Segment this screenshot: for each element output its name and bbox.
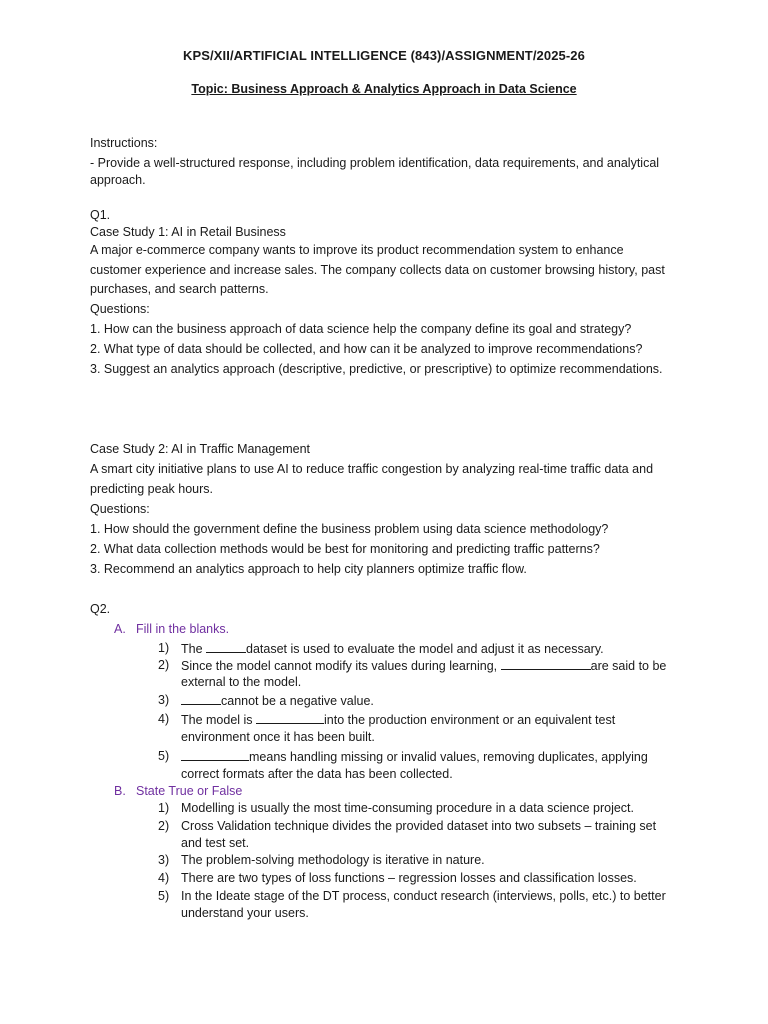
blank-line[interactable] <box>256 711 324 724</box>
fib-item-4-cont: environment once it has been built. <box>181 730 375 744</box>
fib-item-1: The dataset is used to evaluate the model and adjust it as necessary. <box>181 642 604 656</box>
tf-item-5-cont: understand your users. <box>181 906 309 920</box>
fib-item-2-cont: external to the model. <box>181 675 302 689</box>
case1-desc-2: customer experience and increase sales. The company collects data on customer browsing history, past <box>90 263 665 277</box>
document-title: KPS/XII/ARTIFICIAL INTELLIGENCE (843)/ASSIGNMENT/2025-26 <box>183 48 585 63</box>
fib-item-4: The model is into the production environment or an equivalent test <box>181 713 616 727</box>
tf-item-4-number: 4) <box>158 871 170 885</box>
part-a-marker: A. <box>114 622 126 636</box>
fib-item-3: cannot be a negative value. <box>181 692 374 709</box>
case2-title: Case Study 2: AI in Traffic Management <box>90 442 311 456</box>
fib-item-4-number: 4) <box>158 712 170 726</box>
case1-desc-3: purchases, and search patterns. <box>90 282 269 296</box>
tf-item-5-number: 5) <box>158 889 170 903</box>
case2-question-3: 3. Recommend an analytics approach to help city planners optimize traffic flow. <box>90 562 527 576</box>
instructions-line-1: - Provide a well-structured response, including problem identification, data requirements, and analytical <box>90 156 660 170</box>
instructions-line-2: approach. <box>90 173 146 187</box>
fib-item-5-number: 5) <box>158 749 170 763</box>
fib-item-5-cont: correct formats after the data has been collected. <box>181 767 453 781</box>
case1-title: Case Study 1: AI in Retail Business <box>90 225 286 239</box>
case1-question-3: 3. Suggest an analytics approach (descriptive, predictive, or prescriptive) to optimize recommendations. <box>90 362 663 376</box>
tf-item-2-cont: and test set. <box>181 836 250 850</box>
tf-item-3-number: 3) <box>158 853 170 867</box>
fib-item-5: means handling missing or invalid values, removing duplicates, applying <box>181 748 648 765</box>
case1-question-2: 2. What type of data should be collected, and how can it be analyzed to improve recommendations? <box>90 342 643 356</box>
fib-item-1-number: 1) <box>158 641 170 655</box>
case2-question-1: 1. How should the government define the business problem using data science methodology? <box>90 522 609 536</box>
part-b-title: State True or False <box>136 784 243 798</box>
tf-item-4: There are two types of loss functions – regression losses and classification losses. <box>181 871 637 885</box>
fib-item-3-number: 3) <box>158 693 170 707</box>
tf-item-2-number: 2) <box>158 819 170 833</box>
blank-line[interactable] <box>181 748 249 761</box>
case1-desc-1: A major e-commerce company wants to improve its product recommendation system to enhance <box>90 243 624 257</box>
case2-desc-2: predicting peak hours. <box>90 482 213 496</box>
instructions-label: Instructions: <box>90 136 158 150</box>
tf-item-1: Modelling is usually the most time-consuming procedure in a data science project. <box>181 801 635 815</box>
case2-question-2: 2. What data collection methods would be best for monitoring and predicting traffic patterns? <box>90 542 600 556</box>
blank-line[interactable] <box>501 657 591 670</box>
fib-item-2: Since the model cannot modify its values during learning, are said to be <box>181 659 667 673</box>
part-b-marker: B. <box>114 784 126 798</box>
q2-label: Q2. <box>90 602 111 616</box>
tf-item-2: Cross Validation technique divides the provided dataset into two subsets – training set <box>181 819 657 833</box>
tf-item-3: The problem-solving methodology is iterative in nature. <box>181 853 485 867</box>
q1-label: Q1. <box>90 208 111 222</box>
case2-questions-label: Questions: <box>90 502 150 516</box>
document-topic: Topic: Business Approach & Analytics Approach in Data Science <box>191 82 577 96</box>
blank-line[interactable] <box>206 640 246 653</box>
case2-desc-1: A smart city initiative plans to use AI to reduce traffic congestion by analyzing real-time traffic data and <box>90 462 654 476</box>
tf-item-5: In the Ideate stage of the DT process, conduct research (interviews, polls, etc.) to better <box>181 889 666 903</box>
case1-questions-label: Questions: <box>90 302 150 316</box>
tf-item-1-number: 1) <box>158 801 170 815</box>
case1-question-1: 1. How can the business approach of data science help the company define its goal and strategy? <box>90 322 632 336</box>
blank-line[interactable] <box>181 692 221 705</box>
part-a-title: Fill in the blanks. <box>136 622 230 636</box>
fib-item-2-number: 2) <box>158 658 170 672</box>
